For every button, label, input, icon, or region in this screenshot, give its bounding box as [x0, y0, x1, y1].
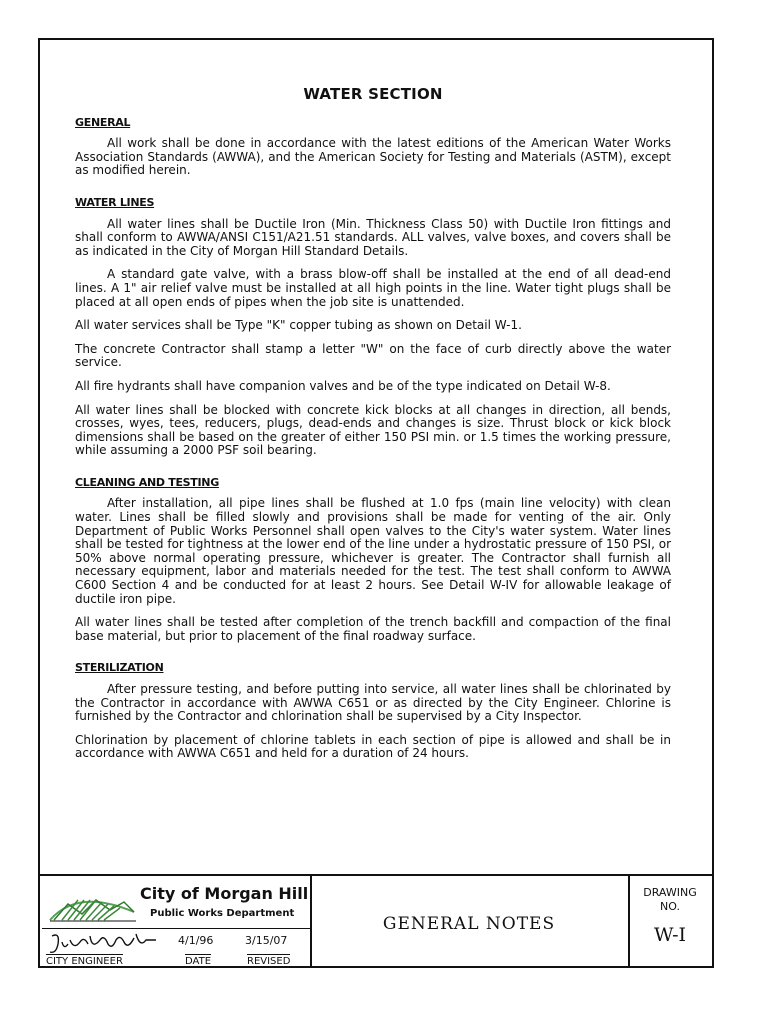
sheet-title: GENERAL NOTES [382, 914, 556, 934]
paragraph: All work shall be done in accordance with the latest editions of the American Water Works Association Standards (AWWA), and the American Society for Testing and Materials (ASTM), except as modified herein. [75, 136, 671, 178]
paragraph: A standard gate valve, with a brass blow-off shall be installed at the end of all dead-end lines. A 1" air relief valve must be installed at all high points in the line. Water tight plugs shall be placed at all open ends of pipes when the job site is unattended. [75, 267, 671, 309]
drawing-number: W-I [653, 924, 687, 946]
divider [42, 928, 310, 929]
date-value: 4/1/96 [178, 934, 214, 947]
date-label: DATE [185, 956, 212, 967]
section-heading-water-lines: WATER LINES [75, 195, 155, 209]
paragraph: The concrete Contractor shall stamp a letter "W" on the face of curb directly above the water service. [75, 341, 671, 370]
paragraph: All water services shall be Type "K" copper tubing as shown on Detail W-1. [75, 318, 522, 333]
notes-content [75, 85, 672, 771]
paragraph: All water lines shall be tested after completion of the trench backfill and compaction of the final base material, but prior to placement of the final roadway surface. [75, 615, 671, 643]
paragraph: All water lines shall be blocked with concrete kick blocks at all changes in direction, all bends, crosses, wyes, tees, reducers, plugs, dead-ends and changes is size. Thrust block or kick block dimensions shall be based on the greater of either 150 PSI min. or 1.5 times the working pressure, while assuming a 2000 PSF soil bearing. [75, 402, 671, 458]
section-heading-sterilization: STERILIZATION [75, 661, 164, 675]
paragraph: After installation, all pipe lines shall be flushed at 1.0 fps (main line velocity) with clean water. Lines shall be filled slowly and provisions shall be made for venting of the air. Only Department of Public Works Personnel shall open valves to the City's water system. Water lines shall be tested for tightness at the lower end of the line under a hydrostatic pressure of 150 PSI, or 50% above normal operating pressure, whichever is greater. The Contractor shall furnish all necessary equipment, labor and materials needed for the test. The test shall conform to AWWA C600 Section 4 and be conducted for at least 2 hours. See Detail W-IV for allowable leakage of ductile iron pipe. [75, 496, 672, 606]
revised-label: REVISED [247, 956, 291, 967]
paragraph: All water lines shall be Ductile Iron (Min. Thickness Class 50) with Ductile Iron fittings and shall conform to AWWA/ANSI C151/A21.51 standards. ALL valves, valve boxes, and covers shall be as indicated in the City of Morgan Hill Standard Details. [75, 216, 671, 258]
department-name: Public Works Department [150, 908, 295, 919]
drawing-number-label: DRAWING NO. [643, 886, 697, 913]
paragraph: After pressure testing, and before putting into service, all water lines shall be chlorinated by the Contractor in accordance with AWWA C651 or as directed by the City Engineer. Chlorine is furnished by the Contractor and chlorination shall be supervised by a City Inspector. [75, 682, 671, 724]
city-logo-icon [48, 886, 138, 926]
section-heading-general: GENERAL [75, 115, 131, 129]
title-block-agency [40, 876, 312, 968]
revised-value: 3/15/07 [245, 934, 288, 947]
city-name: City of Morgan Hill [140, 884, 309, 903]
title-block-sheet-title [310, 876, 630, 968]
title-block [40, 874, 712, 968]
paragraph: Chlorination by placement of chlorine tablets in each section of pipe is allowed and shall be in accordance with AWWA C651 and held for a duration of 24 hours. [75, 732, 671, 761]
section-heading-cleaning-testing: CLEANING AND TESTING [75, 475, 219, 489]
city-engineer-label: CITY ENGINEER [46, 956, 123, 967]
paragraph: All fire hydrants shall have companion valves and be of the type indicated on Detail W-8. [75, 378, 611, 393]
drawing-sheet [38, 38, 714, 968]
page-title: WATER SECTION [303, 85, 443, 103]
title-block-drawing-number [628, 876, 712, 968]
